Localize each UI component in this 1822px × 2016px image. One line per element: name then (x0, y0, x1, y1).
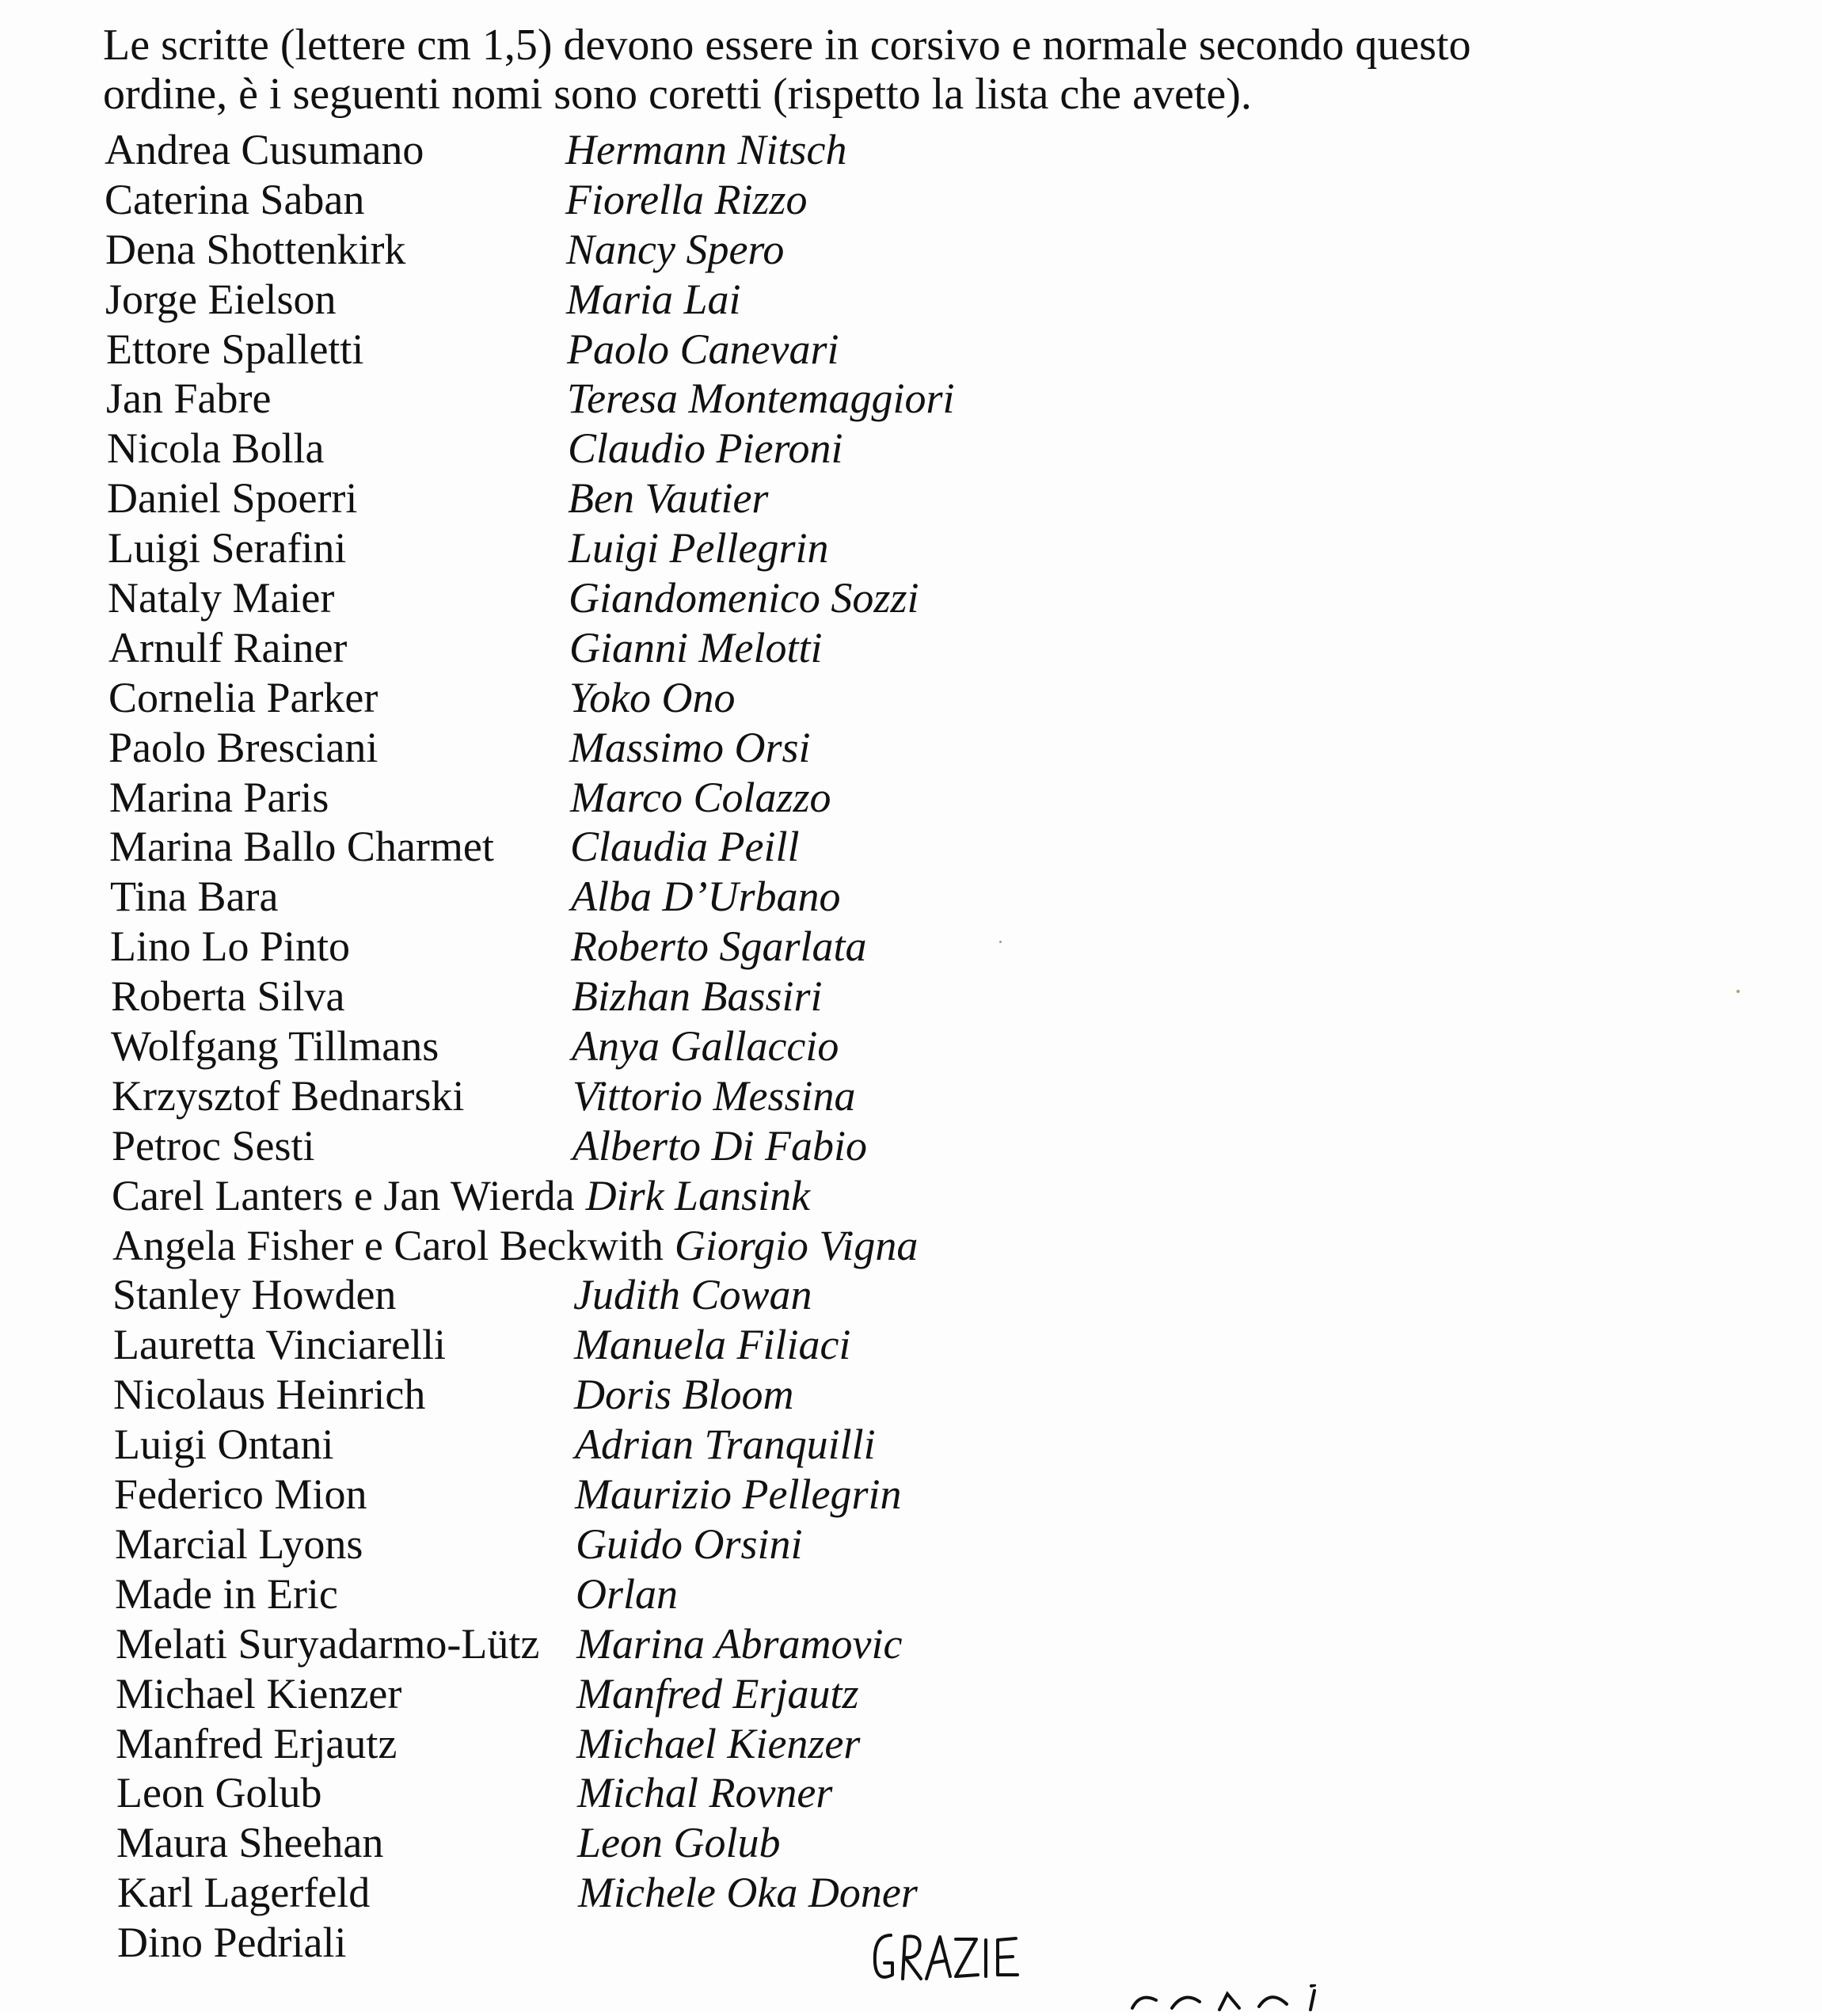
scribble-icon (1124, 1984, 1362, 2012)
italic-name: Ben Vautier (568, 474, 769, 523)
italic-name: Guido Orsini (576, 1520, 803, 1568)
name-row (108, 573, 1609, 623)
normal-name: Nataly Maier (108, 574, 335, 622)
normal-name: Maura Sheehan (116, 1819, 384, 1867)
normal-name: Marina Ballo Charmet (109, 823, 494, 871)
normal-name: Dena Shottenkirk (105, 225, 406, 273)
italic-name: Hermann Nitsch (565, 126, 847, 173)
normal-name: Melati Suryadarmo-Lütz (116, 1619, 540, 1668)
name-row (112, 1071, 1609, 1121)
name-row (115, 1569, 1609, 1619)
normal-name: Petroc Sesti (112, 1121, 315, 1170)
italic-name: Judith Cowan (573, 1271, 812, 1319)
normal-name: Jan Fabre (106, 375, 272, 423)
name-row (107, 474, 1609, 523)
name-row (113, 1320, 1609, 1370)
name-row (116, 1619, 1609, 1669)
normal-name: Tina Bara (110, 873, 279, 921)
name-row (105, 125, 1609, 175)
name-row (111, 972, 1609, 1021)
name-row (112, 1171, 1609, 1221)
normal-name: Marcial Lyons (115, 1520, 363, 1568)
italic-name: Roberto Sgarlata (571, 922, 867, 971)
name-row (112, 1221, 1609, 1271)
normal-name: Dino Pedriali (117, 1919, 347, 1967)
italic-name: Michal Rovner (577, 1769, 833, 1817)
normal-name: Luigi Ontani (114, 1421, 334, 1469)
normal-name: Stanley Howden (112, 1271, 397, 1319)
normal-name: Caterina Saban (105, 175, 365, 223)
normal-name: Made in Eric (115, 1569, 338, 1618)
name-row (116, 1669, 1609, 1719)
normal-name: Angela Fisher e Carol Beckwith (112, 1221, 664, 1269)
handwritten-signature-grazie (867, 1919, 1049, 1991)
normal-name: Michael Kienzer (116, 1669, 402, 1717)
artist-name-list (105, 125, 1609, 1968)
normal-name: Wolfgang Tillmans (111, 1022, 439, 1071)
name-row (116, 1768, 1609, 1818)
italic-name: Doris Bloom (574, 1371, 794, 1419)
name-row (106, 374, 1609, 424)
name-row (111, 1021, 1609, 1071)
normal-name: Leon Golub (116, 1769, 322, 1817)
normal-name: Federico Mion (114, 1470, 367, 1519)
name-row (110, 922, 1609, 972)
normal-name: Nicola Bolla (107, 424, 325, 473)
italic-name: Maurizio Pellegrin (575, 1470, 902, 1519)
name-row (106, 325, 1609, 375)
name-row (116, 1719, 1609, 1769)
name-row (115, 1520, 1609, 1569)
intro-paragraph (103, 21, 1726, 119)
normal-name: Arnulf Rainer (108, 623, 348, 671)
name-row (108, 623, 1609, 673)
name-row (110, 872, 1609, 922)
normal-name: Jorge Eielson (105, 275, 337, 323)
normal-name: Paolo Bresciani (108, 723, 378, 771)
italic-name: Nancy Spero (566, 225, 785, 273)
italic-name: Gianni Melotti (569, 623, 823, 671)
paper-speck (1736, 990, 1740, 993)
italic-name: Alberto Di Fabio (572, 1121, 867, 1170)
italic-name: Claudia Peill (570, 823, 800, 871)
normal-name: Carel Lanters e Jan Wierda (112, 1171, 575, 1219)
normal-name: Ettore Spalletti (106, 325, 364, 373)
italic-name: Paolo Canevari (567, 325, 839, 373)
intro-line-1: Le scritte (lettere cm 1,5) devono essere in corsivo e normale secondo questo (103, 21, 1471, 70)
italic-name: Vittorio Messina (572, 1071, 856, 1120)
italic-name: Orlan (576, 1569, 679, 1618)
italic-name: Luigi Pellegrin (569, 524, 829, 572)
name-row (108, 673, 1609, 723)
normal-name: Krzysztof Bednarski (112, 1071, 465, 1120)
italic-name: Manfred Erjautz (576, 1669, 859, 1717)
italic-name: Dirk Lansink (585, 1171, 811, 1219)
name-row (117, 1918, 1609, 1968)
name-row (105, 175, 1609, 225)
italic-name: Giorgio Vigna (674, 1221, 919, 1269)
italic-name: Bizhan Bassiri (572, 972, 823, 1021)
name-row (116, 1818, 1609, 1868)
partial-handwriting-bottom (1124, 1984, 1362, 2012)
name-row (105, 225, 1609, 275)
normal-name: Cornelia Parker (108, 673, 378, 721)
italic-name: Michele Oka Doner (578, 1869, 918, 1917)
normal-name: Karl Lagerfeld (117, 1869, 371, 1917)
italic-name: Manuela Filiaci (574, 1321, 851, 1369)
normal-name: Lino Lo Pinto (110, 922, 351, 971)
name-row (114, 1420, 1609, 1470)
italic-name: Michael Kienzer (576, 1719, 861, 1767)
normal-name: Andrea Cusumano (105, 126, 424, 173)
normal-name: Nicolaus Heinrich (113, 1371, 426, 1419)
name-row (108, 523, 1609, 573)
italic-name: Giandomenico Sozzi (569, 574, 919, 622)
name-row (112, 1121, 1609, 1171)
italic-name: Leon Golub (577, 1819, 781, 1867)
italic-name: Claudio Pieroni (568, 424, 843, 473)
name-row (112, 1270, 1609, 1320)
italic-name: Alba D’Urbano (571, 873, 841, 921)
paper-speck (999, 941, 1002, 943)
italic-name: Marina Abramovic (576, 1619, 903, 1668)
normal-name: Roberta Silva (111, 972, 345, 1021)
italic-name: Teresa Montemaggiori (567, 375, 955, 423)
name-row (108, 723, 1609, 773)
intro-line-2: ordine, è i seguenti nomi sono coretti (rispetto la lista che avete). (103, 70, 1252, 119)
normal-name: Lauretta Vinciarelli (113, 1321, 447, 1369)
italic-name: Yoko Ono (569, 673, 736, 721)
name-row (109, 822, 1609, 872)
italic-name: Anya Gallaccio (572, 1022, 839, 1071)
name-row (114, 1470, 1609, 1520)
name-row (113, 1370, 1609, 1420)
name-row (109, 773, 1609, 823)
italic-name: Maria Lai (566, 275, 741, 323)
normal-name: Luigi Serafini (108, 524, 347, 572)
name-row (117, 1868, 1609, 1918)
italic-name: Adrian Tranquilli (575, 1421, 876, 1469)
name-row (105, 275, 1609, 325)
name-row (107, 424, 1609, 474)
italic-name: Fiorella Rizzo (565, 175, 808, 223)
normal-name: Marina Paris (109, 773, 329, 821)
italic-name: Massimo Orsi (569, 723, 811, 771)
italic-name: Marco Colazzo (570, 773, 831, 821)
normal-name: Manfred Erjautz (116, 1719, 397, 1767)
normal-name: Daniel Spoerri (107, 474, 358, 523)
grazie-handwriting-icon (867, 1919, 1049, 1991)
